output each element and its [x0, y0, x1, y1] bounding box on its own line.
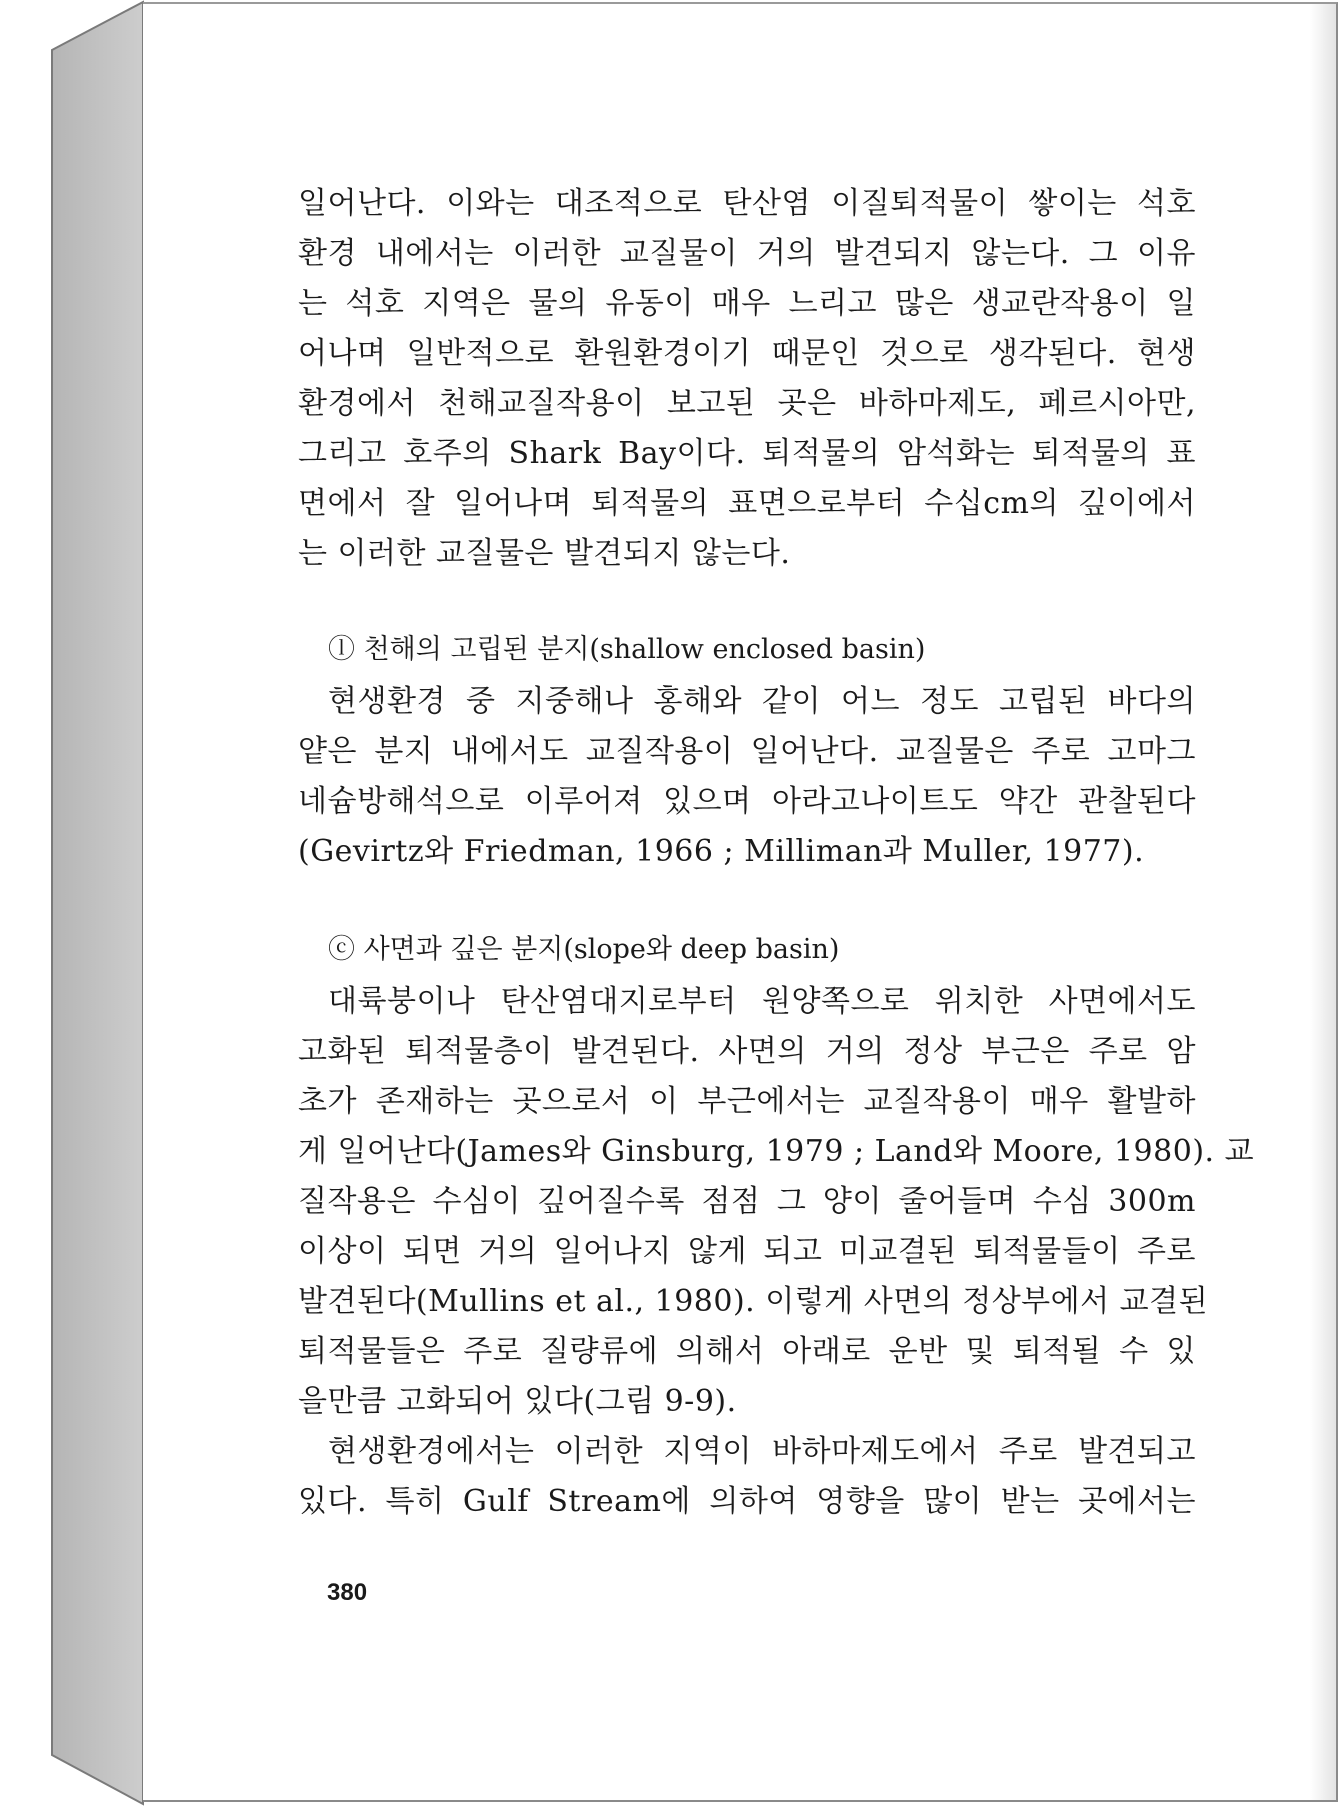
text-line: 얕은 분지 내에서도 교질작용이 일어난다. 교질물은 주로 고마그	[298, 734, 1196, 769]
text-line: 현생환경 중 지중해나 홍해와 같이 어느 정도 고립된 바다의	[328, 684, 1196, 719]
text-line: 일어난다. 이와는 대조적으로 탄산염 이질퇴적물이 쌓이는 석호	[298, 186, 1196, 221]
text-line: 환경에서 천해교질작용이 보고된 곳은 바하마제도, 페르시아만,	[298, 386, 1196, 421]
text-line: 현생환경에서는 이러한 지역이 바하마제도에서 주로 발견되고	[328, 1434, 1196, 1469]
text-line: 게 일어난다(James와 Ginsburg, 1979 ; Land와 Moore, 1980). 교	[298, 1134, 1255, 1169]
page-number: 380	[327, 1579, 368, 1606]
text-line: 네슘방해석으로 이루어져 있으며 아라고나이트도 약간 관찰된다	[298, 784, 1196, 819]
text-line: 질작용은 수심이 깊어질수록 점점 그 양이 줄어들며 수심 300m	[298, 1184, 1196, 1219]
section-heading: ⓒ 사면과 깊은 분지(slope와 deep basin)	[328, 934, 840, 965]
text-line: 고화된 퇴적물층이 발견된다. 사면의 거의 정상 부근은 주로 암	[298, 1034, 1196, 1069]
text-line: 는 석호 지역은 물의 유동이 매우 느리고 많은 생교란작용이 일	[298, 286, 1196, 321]
text-line: 어나며 일반적으로 환원환경이기 때문인 것으로 생각된다. 현생	[298, 336, 1196, 371]
text-line: 그리고 호주의 Shark Bay이다. 퇴적물의 암석화는 퇴적물의 표	[298, 436, 1196, 471]
text-line: 퇴적물들은 주로 질량류에 의해서 아래로 운반 및 퇴적될 수 있	[298, 1334, 1196, 1369]
text-line: 있다. 특히 Gulf Stream에 의하여 영향을 많이 받는 곳에서는	[298, 1484, 1196, 1519]
text-line: 대륙붕이나 탄산염대지로부터 원양쪽으로 위치한 사면에서도	[328, 984, 1196, 1019]
text-line: 이상이 되면 거의 일어나지 않게 되고 미교결된 퇴적물들이 주로	[298, 1234, 1196, 1269]
text-line: 면에서 잘 일어나며 퇴적물의 표면으로부터 수십cm의 깊이에서	[298, 486, 1196, 521]
text-line: 환경 내에서는 이러한 교질물이 거의 발견되지 않는다. 그 이유	[298, 236, 1196, 271]
text-line: 을만큼 고화되어 있다(그림 9-9).	[298, 1384, 737, 1419]
text-line: 는 이러한 교질물은 발견되지 않는다.	[298, 536, 791, 571]
text-line: (Gevirtz와 Friedman, 1966 ; Milliman과 Muller, 1977).	[298, 834, 1145, 869]
text-line: 초가 존재하는 곳으로서 이 부근에서는 교질작용이 매우 활발하	[298, 1084, 1196, 1119]
text-line: 발견된다(Mullins et al., 1980). 이렇게 사면의 정상부에서 교결된	[298, 1284, 1209, 1319]
section-heading: ⓛ 천해의 고립된 분지(shallow enclosed basin)	[328, 634, 926, 665]
